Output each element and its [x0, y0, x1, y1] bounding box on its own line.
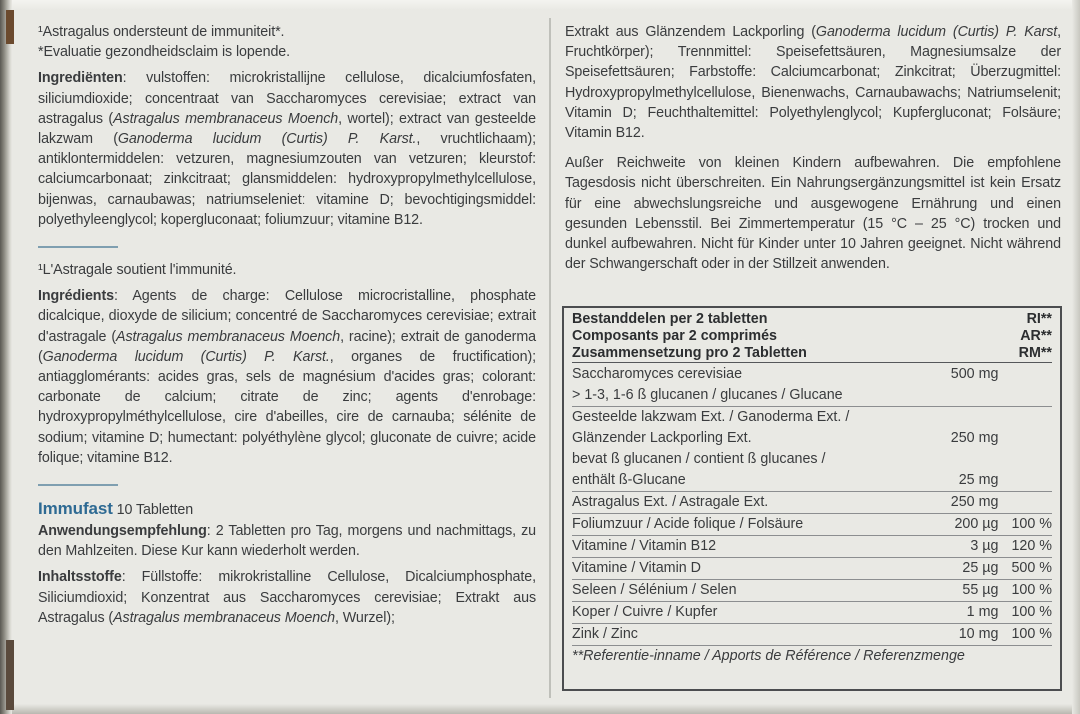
de-ingredients-continued: Extrakt aus Glänzendem Lackporling (Ganoderma lucidum (Curtis) P. Karst, Fruchtkörper); Trennmittel: Speisefettsäuren, Magnesiumsalze der Speisefettsäuren; Farbstoffe: Calciumcarbonat; Zinkcitrat; Überzugmittel: Hydroxypropylmethylcellulose, Bienenwachs, Carnaubawachs; Natriumselenit; Vitamin D; Feuchthaltemittel: Polyethylenglycol; Kupfergluconat; Folsäure; Vitamin B12. [565, 24, 1061, 142]
color-mark-top [6, 10, 14, 44]
right-column [565, 22, 1061, 274]
nutrient-amount: 10 mg [958, 626, 999, 642]
nutrition-row [572, 624, 1052, 646]
nutrient-name: Foliumzuur / Acide folique / Folsäure [572, 516, 804, 532]
nutrient-amount [918, 449, 999, 470]
fr-claim: ¹L'Astragale soutient l'immunité. [38, 262, 237, 279]
nutrient-ri: 100 % [1011, 626, 1052, 642]
package-bottom-edge [0, 704, 1080, 714]
nutrient-name: Koper / Cuivre / Kupfer [572, 604, 718, 620]
nutrient-ri [998, 470, 1052, 491]
nutrient-name: Saccharomyces cerevisiae [572, 366, 743, 382]
nutrient-amount: 1 mg [966, 604, 999, 620]
de-ingredients-label: Inhaltsstoffe [38, 569, 122, 586]
nutrition-row [572, 514, 1052, 536]
fr-ingredients: Ingrédients: Agents de charge: Cellulose microcristalline, phosphate dicalcique, dioxyde de silicium; concentré de Saccharomyces cerevisiae; extrait d'astragale (Astragalus membranaceus Moench, racine); extrait de ganoderma (Ganoderma lucidum (Curtis) P. Karst., organes de fructification); antiagglomérants: acides gras, sels de magnésium d'acides gras; colorant: carbonate de calcium; citrate de zinc; agents d'enrobage: hydroxypropylméthylcellulose, cire d'abeilles, cire de carnauba; sélénite de sodium; vitamine D; humectant: polyéthylène glycol; gluconate de cuivre; acide folique; vitamine B12. [38, 288, 536, 466]
nl-claim: ¹Astragalus ondersteunt de immuniteit*. [38, 24, 285, 40]
nutrient-ri: 100 % [1011, 582, 1052, 598]
nutrient-ri: 100 % [1011, 604, 1052, 620]
nutrient-ri [998, 407, 1052, 428]
brand-line [38, 498, 536, 521]
nutrient-name: bevat ß glucanen / contient ß glucanes / [572, 451, 826, 467]
nutrient-ri: 100 % [1011, 516, 1052, 532]
nutrient-ri: 120 % [1011, 538, 1052, 554]
nutrition-table [562, 306, 1062, 691]
nutrition-row [572, 558, 1052, 580]
nutrition-header: Zusammensetzung pro 2 Tabletten RM** [572, 345, 1052, 361]
fr-ingredients-label: Ingrédients [38, 288, 114, 305]
section-rule [38, 246, 118, 248]
nutrition-header: Composants par 2 comprimés AR** [572, 328, 1052, 344]
column-divider [549, 18, 551, 698]
package-right-edge [1072, 0, 1080, 714]
nl-ingredients-label: Ingrediënten [38, 70, 123, 87]
nutrient-amount: 250 mg [950, 430, 999, 446]
de-warning: Außer Reichweite von kleinen Kindern aufbewahren. Die empfohlene Tagesdosis nicht überschreiten. Ein Nahrungsergänzungsmittel ist kein Ersatz für eine abwechslungsreiche und ausgewogene Ernährung und einen gesunden Lebensstil. Bei Zimmertemperatur (15 °C – 25 °C) trocken und dunkel aufbewahren. Nicht für Kinder unter 10 Jahren geeignet. Nicht während der Schwangerschaft oder in der Stillzeit anwenden. [565, 155, 1061, 273]
nutrient-name: enthält ß-Glucane [572, 472, 686, 488]
nutrient-name: Astragalus Ext. / Astragale Ext. [572, 494, 769, 510]
nutrient-ri [998, 428, 1052, 449]
nutrient-ri [998, 364, 1052, 385]
nutrient-amount: 55 µg [962, 582, 999, 598]
nutrient-name: Gesteelde lakzwam Ext. / Ganoderma Ext. / [572, 409, 850, 425]
nutrient-amount [918, 407, 999, 428]
nutrient-amount: 500 mg [950, 366, 999, 382]
nutrition-row [572, 602, 1052, 624]
nutrient-name: Vitamine / Vitamin D [572, 560, 701, 576]
nutrient-ri: 500 % [1011, 560, 1052, 576]
de-usage: Anwendungsempfehlung: 2 Tabletten pro Tag, morgens und nachmittags, zu den Mahlzeiten. Diese Kur kann wiederholt werden. [38, 523, 536, 560]
nutrient-name: > 1-3, 1-6 ß glucanen / glucanes / Glucane [572, 387, 843, 403]
nutrition-rows [572, 364, 1052, 646]
nutrient-amount: 25 mg [958, 472, 999, 488]
nutrition-row [572, 385, 1052, 407]
package-left-edge [0, 0, 12, 714]
brand-count: 10 Tabletten [116, 502, 194, 519]
nl-claim-note: *Evaluatie gezondheidsclaim is lopende. [38, 44, 291, 61]
de-usage-label: Anwendungsempfehlung [38, 523, 207, 540]
nutrition-row [572, 364, 1052, 385]
nutrition-row [572, 492, 1052, 514]
nutrient-amount: 200 µg [954, 516, 999, 532]
nutrient-ri [998, 492, 1052, 513]
package-top-edge [0, 0, 1080, 10]
nutrient-ri [998, 385, 1052, 406]
nutrient-amount [918, 385, 999, 406]
nutrient-name: Glänzender Lackporling Ext. [572, 430, 752, 446]
nutrition-row [572, 470, 1052, 492]
nutrition-header: Bestanddelen per 2 tabletten RI** [572, 311, 1052, 327]
section-rule [38, 484, 118, 486]
nutrition-row [572, 407, 1052, 428]
nutrition-footnote: **Referentie-inname / Apports de Référence / Referenzmenge [572, 648, 965, 664]
nutrient-amount: 25 µg [962, 560, 999, 576]
nutrient-name: Zink / Zinc [572, 626, 638, 642]
nutrient-amount: 250 mg [950, 494, 999, 510]
left-column [38, 22, 536, 628]
nl-ingredients: Ingrediënten: vulstoffen: microkristallijne cellulose, dicalciumfosfaten, siliciumdioxide; concentraat van Saccharomyces cerevisiae; extract van astragalus (Astragalus membranaceus Moench, wortel); extract van gesteelde lakzwam (Ganoderma lucidum (Curtis) P. Karst., vruchtlichaam); antiklontermiddelen: vetzuren, magnesiumzouten van vetzuren; kleurstof: calciumcarbonaat; zinkcitraat; glansmiddelen: hydroxypropylmethylcellulose, bijenwas, carnaubawas; natriumselenietː vitamine D; bevochtigingsmiddel: polyethyleenglycol; kopergluconaat; foliumzuur; vitamine B12. [38, 70, 537, 228]
nutrient-amount: 3 µg [970, 538, 999, 554]
nutrition-row [572, 449, 1052, 470]
brand-name: Immufast [38, 499, 113, 519]
nutrition-row [572, 428, 1052, 449]
nutrition-row [572, 536, 1052, 558]
nutrient-ri [998, 449, 1052, 470]
de-ingredients: Inhaltsstoffe: Füllstoffe: mikrokristalline Cellulose, Dicalciumphosphate, Siliciumdioxid; Konzentrat aus Saccharomyces cerevisiae; Extrakt aus Astragalus (Astragalus membranaceus Moench, Wurzel); [38, 569, 536, 626]
nutrient-name: Vitamine / Vitamin B12 [572, 538, 717, 554]
nutrient-name: Seleen / Sélénium / Selen [572, 582, 737, 598]
nutrition-row [572, 580, 1052, 602]
color-mark-bottom [6, 640, 14, 710]
